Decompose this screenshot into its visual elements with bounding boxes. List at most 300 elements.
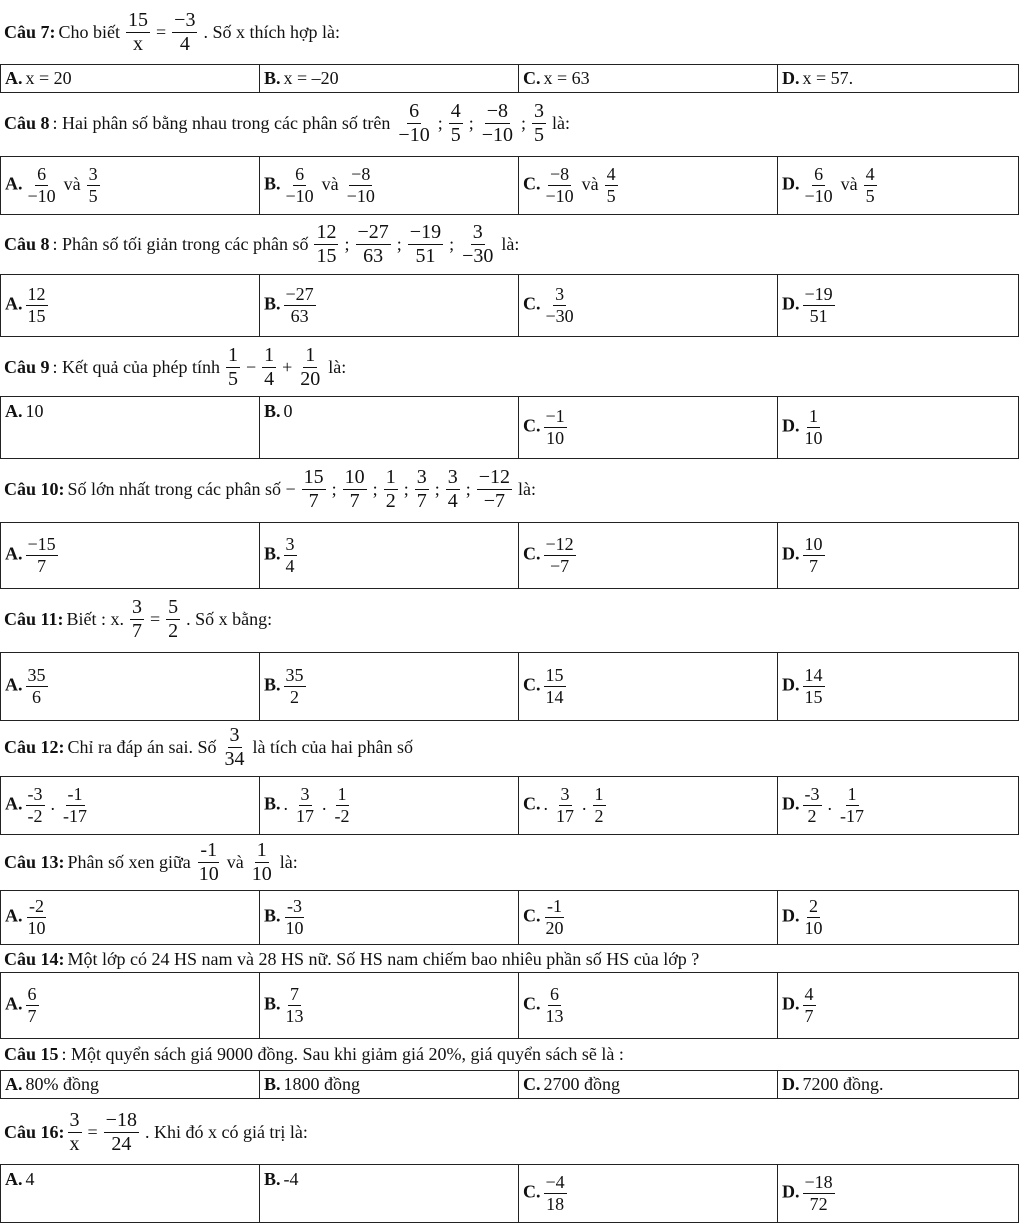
fraction <box>68 1110 82 1155</box>
fraction-numerator: −12 <box>478 465 511 488</box>
option-label: C. <box>523 993 541 1014</box>
text-segment: x = 57. <box>802 68 854 88</box>
text-segment: 1800 đồng <box>283 1074 361 1094</box>
fraction-denominator: 18 <box>546 1194 565 1214</box>
fraction-numerator: 7 <box>290 984 300 1005</box>
fraction-denominator: −10 <box>804 186 833 206</box>
text-segment: = <box>150 608 161 629</box>
text-segment: . Số x thích hợp là: <box>203 21 340 42</box>
text-segment: − <box>245 356 257 377</box>
text-segment: là: <box>552 112 571 133</box>
fraction-denominator: 10 <box>546 428 565 448</box>
answer-option[interactable] <box>1 1165 260 1223</box>
option-label: D. <box>782 793 800 814</box>
fraction-denominator: 34 <box>224 747 245 770</box>
fraction-denominator: 2 <box>385 489 396 512</box>
fraction-denominator: 7 <box>132 619 143 642</box>
fraction-numerator: 35 <box>285 665 304 686</box>
answer-option[interactable] <box>260 275 519 337</box>
fraction <box>294 785 316 826</box>
fraction-numerator: 3 <box>88 164 98 185</box>
answer-option[interactable] <box>778 65 1019 93</box>
question-label: Câu 8 <box>4 112 50 133</box>
fraction-numerator: 3 <box>472 220 483 243</box>
fraction <box>544 165 576 206</box>
fraction <box>26 285 48 326</box>
text-segment: 4 <box>25 1169 35 1189</box>
fraction-numerator: −12 <box>545 534 574 555</box>
text-segment: ; <box>521 112 527 133</box>
fraction-denominator: 7 <box>809 556 818 576</box>
question-label: Câu 11: <box>4 608 64 629</box>
answer-option[interactable] <box>260 65 519 93</box>
fraction-numerator: 6 <box>37 164 47 185</box>
fraction <box>26 165 58 206</box>
fraction <box>284 666 306 707</box>
fraction <box>166 597 180 642</box>
fraction <box>803 666 825 707</box>
option-label: C. <box>523 793 541 814</box>
answer-options-table <box>0 522 1019 589</box>
text-segment: và <box>321 173 339 194</box>
option-label: C. <box>523 173 541 194</box>
text-segment: Chỉ ra đáp án sai. Số <box>67 736 217 757</box>
fraction-numerator: −3 <box>174 8 196 31</box>
option-label: B. <box>264 1169 281 1189</box>
fraction-denominator: −10 <box>481 123 514 146</box>
answer-options-table <box>0 274 1019 337</box>
fraction-numerator: 1 <box>385 465 396 488</box>
question-prompt <box>4 98 1018 148</box>
option-label: B. <box>264 293 281 314</box>
fraction-denominator: -2 <box>27 806 43 826</box>
fraction <box>384 467 398 512</box>
fraction-denominator: 7 <box>804 1006 814 1026</box>
fraction <box>477 467 512 512</box>
text-segment: : Một quyển sách giá 9000 đồng. Sau khi giảm giá 20%, giá quyển sách sẽ là : <box>61 1043 624 1064</box>
answer-option[interactable] <box>260 523 519 589</box>
fraction <box>104 1110 139 1155</box>
text-segment: 10 <box>25 401 44 421</box>
fraction-denominator: 2 <box>807 806 817 826</box>
question-label: Câu 13: <box>4 851 65 872</box>
option-label: B. <box>264 905 281 926</box>
fraction <box>226 345 240 390</box>
fraction-numerator: 3 <box>300 784 310 805</box>
fraction-denominator: 2 <box>168 619 179 642</box>
fraction <box>480 101 515 146</box>
answer-option[interactable] <box>519 653 778 721</box>
text-segment: ; <box>396 233 402 254</box>
fraction-numerator: 3 <box>447 465 458 488</box>
fraction-denominator: 5 <box>606 186 616 206</box>
fraction <box>415 467 429 512</box>
text-segment: là tích của hai phân số <box>252 736 413 757</box>
fraction <box>460 222 495 267</box>
fraction-numerator: 4 <box>804 984 814 1005</box>
fraction-numerator: 1 <box>847 784 857 805</box>
option-label: D. <box>782 293 800 314</box>
answer-option[interactable] <box>519 777 778 835</box>
fraction-denominator: 15 <box>316 244 337 267</box>
answer-option[interactable] <box>260 973 519 1039</box>
fraction-numerator: −27 <box>285 284 314 305</box>
fraction-numerator: 1 <box>809 406 818 427</box>
option-label: A. <box>5 68 23 88</box>
text-segment: ; <box>331 478 337 499</box>
answer-option[interactable] <box>519 891 778 945</box>
text-segment: ; <box>449 233 455 254</box>
option-label: C. <box>523 1181 541 1202</box>
answer-option[interactable] <box>519 275 778 337</box>
fraction <box>544 897 566 938</box>
fraction-denominator: 72 <box>809 1194 828 1214</box>
fraction-denominator: −30 <box>545 306 574 326</box>
answer-option[interactable] <box>260 777 519 835</box>
fraction <box>803 165 835 206</box>
fraction-numerator: 6 <box>27 984 37 1005</box>
fraction <box>544 535 576 576</box>
answer-option[interactable] <box>260 1165 519 1223</box>
fraction-numerator: 1 <box>227 343 238 366</box>
answer-option[interactable] <box>1 891 260 945</box>
fraction <box>356 222 391 267</box>
fraction <box>345 165 377 206</box>
option-label: B. <box>264 1074 281 1094</box>
fraction <box>803 285 835 326</box>
fraction-numerator: 3 <box>229 723 240 746</box>
fraction-denominator: 10 <box>804 428 823 448</box>
fraction-numerator: 1 <box>594 784 604 805</box>
option-label: D. <box>782 173 800 194</box>
text-segment: 2700 đồng <box>543 1074 620 1094</box>
fraction-denominator: 5 <box>450 123 461 146</box>
fraction-numerator: 2 <box>809 896 818 917</box>
answer-option[interactable] <box>1 777 260 835</box>
fraction-numerator: 35 <box>27 665 46 686</box>
fraction-denominator: 7 <box>27 1006 37 1026</box>
question-label: Câu 16: <box>4 1121 65 1142</box>
fraction-numerator: −8 <box>486 99 509 122</box>
option-label: B. <box>264 793 281 814</box>
fraction <box>532 101 546 146</box>
answer-option[interactable] <box>1 653 260 721</box>
fraction <box>343 467 367 512</box>
fraction-denominator: 10 <box>198 862 219 885</box>
answer-option[interactable] <box>260 891 519 945</box>
answer-option[interactable] <box>778 1165 1019 1223</box>
text-segment: và <box>840 173 858 194</box>
fraction-denominator: 14 <box>545 687 564 707</box>
text-segment: ; <box>468 112 474 133</box>
fraction <box>544 985 566 1026</box>
text-segment: là: <box>328 356 347 377</box>
question-prompt <box>4 592 1018 646</box>
answer-option[interactable] <box>1 157 260 215</box>
option-label: D. <box>782 1181 800 1202</box>
text-segment: ; <box>434 478 440 499</box>
fraction-denominator: 63 <box>290 306 309 326</box>
option-label: B. <box>264 993 281 1014</box>
fraction-denominator: 7 <box>349 489 360 512</box>
fraction-numerator: -3 <box>804 784 820 805</box>
fraction-denominator: 5 <box>88 186 98 206</box>
fraction <box>284 985 306 1026</box>
text-segment: = <box>156 21 167 42</box>
text-segment: . <box>322 793 327 814</box>
answer-option[interactable] <box>519 157 778 215</box>
fraction-denominator: 15 <box>804 687 823 707</box>
answer-option[interactable] <box>778 777 1019 835</box>
text-segment: . <box>50 793 55 814</box>
fraction-numerator: 4 <box>606 164 616 185</box>
text-segment: x = –20 <box>283 68 339 88</box>
fraction <box>250 840 274 885</box>
fraction-numerator: 1 <box>256 838 267 861</box>
fraction-denominator: 7 <box>37 556 47 576</box>
answer-option[interactable] <box>778 891 1019 945</box>
answer-option[interactable] <box>778 653 1019 721</box>
fraction <box>605 165 618 206</box>
fraction-numerator: 4 <box>450 99 461 122</box>
fraction-denominator: 2 <box>594 806 604 826</box>
fraction-denominator: 17 <box>556 806 574 826</box>
option-label: B. <box>264 543 281 564</box>
answer-option[interactable] <box>260 653 519 721</box>
fraction <box>26 897 48 938</box>
fraction-denominator: 7 <box>416 489 427 512</box>
answer-options-table <box>0 652 1019 721</box>
fraction <box>544 285 576 326</box>
text-segment: . <box>827 793 832 814</box>
option-label: A. <box>5 674 23 695</box>
fraction <box>544 407 567 448</box>
answer-option[interactable] <box>519 1165 778 1223</box>
answer-option[interactable] <box>519 523 778 589</box>
fraction-denominator: −10 <box>545 186 574 206</box>
option-label: A. <box>5 993 23 1014</box>
option-label: A. <box>5 543 23 564</box>
fraction-denominator: x <box>69 1132 80 1155</box>
fraction-numerator: 10 <box>804 534 823 555</box>
text-segment: . <box>582 793 587 814</box>
fraction-denominator: 4 <box>264 367 275 390</box>
option-label: C. <box>523 905 541 926</box>
fraction-denominator: −7 <box>550 556 570 576</box>
text-segment: + <box>282 356 293 377</box>
fraction-denominator: 5 <box>227 367 238 390</box>
text-segment: ; <box>465 478 471 499</box>
answer-option[interactable] <box>260 157 519 215</box>
fraction <box>223 725 247 770</box>
fraction-denominator: 4 <box>179 32 190 55</box>
fraction-numerator: −27 <box>357 220 389 243</box>
answer-options-table <box>0 1070 1019 1099</box>
answer-option[interactable] <box>519 973 778 1039</box>
question-label: Câu 8 <box>4 233 50 254</box>
fraction <box>408 222 443 267</box>
fraction-numerator: 1 <box>337 784 347 805</box>
fraction-numerator: -2 <box>29 896 44 917</box>
answer-options-table <box>0 972 1019 1039</box>
fraction <box>197 840 221 885</box>
fraction <box>554 785 576 826</box>
fraction-denominator: −10 <box>398 123 430 146</box>
fraction <box>172 10 197 55</box>
option-label: D. <box>782 905 800 926</box>
answer-option[interactable] <box>778 973 1019 1039</box>
fraction-denominator: 15 <box>27 306 46 326</box>
fraction-numerator: 6 <box>550 984 559 1005</box>
text-segment: Biết : x. <box>66 608 125 629</box>
fraction-denominator: -17 <box>840 806 864 826</box>
question-prompt <box>4 1040 1018 1068</box>
option-label: A. <box>5 1074 23 1094</box>
question-prompt <box>4 8 1018 55</box>
fraction <box>803 407 825 448</box>
fraction <box>864 165 877 206</box>
fraction <box>314 222 338 267</box>
fraction <box>803 535 825 576</box>
text-segment: Cho biết <box>58 21 121 42</box>
text-segment: Một lớp có 24 HS nam và 28 HS nữ. Số HS nam chiếm bao nhiêu phần số HS của lớp ? <box>67 948 700 969</box>
option-label: C. <box>523 293 541 314</box>
fraction-numerator: 12 <box>316 220 337 243</box>
fraction-denominator: 13 <box>285 1006 304 1026</box>
fraction-numerator: 3 <box>534 99 545 122</box>
fraction-denominator: x <box>133 32 144 55</box>
fraction-numerator: −1 <box>545 406 565 427</box>
fraction <box>130 597 144 642</box>
answer-option[interactable] <box>1 275 260 337</box>
fraction-numerator: −8 <box>550 164 570 185</box>
fraction <box>544 1173 567 1214</box>
fraction-numerator: -3 <box>287 896 303 917</box>
fraction-numerator: −19 <box>409 220 442 243</box>
option-label: D. <box>782 674 800 695</box>
question-prompt <box>4 462 1018 516</box>
question-label: Câu 9 <box>4 356 50 377</box>
fraction <box>803 897 825 938</box>
fraction-numerator: 15 <box>303 465 324 488</box>
fraction <box>544 666 566 707</box>
option-label: A. <box>5 905 23 926</box>
fraction-denominator: 24 <box>111 1132 132 1155</box>
fraction-numerator: −15 <box>27 534 56 555</box>
fraction-denominator: 10 <box>27 918 46 938</box>
fraction-numerator: 3 <box>285 534 295 555</box>
answer-options-table <box>0 64 1019 93</box>
answer-options-table <box>0 396 1019 459</box>
fraction-denominator: −10 <box>346 186 375 206</box>
answer-option[interactable] <box>519 397 778 459</box>
fraction-denominator: 51 <box>809 306 828 326</box>
text-segment: ; <box>403 478 409 499</box>
answer-options-table <box>0 890 1019 945</box>
text-segment: . <box>283 793 289 814</box>
text-segment: Số lớn nhất trong các phân số − <box>67 478 296 499</box>
fraction <box>333 785 352 826</box>
fraction-numerator: −19 <box>804 284 833 305</box>
fraction-numerator: 3 <box>69 1108 80 1131</box>
fraction-numerator: 1 <box>264 343 275 366</box>
text-segment: ; <box>437 112 443 133</box>
fraction-numerator: 5 <box>168 595 179 618</box>
question-label: Câu 12: <box>4 736 65 757</box>
question-prompt <box>4 724 1018 770</box>
option-label: C. <box>523 543 541 564</box>
text-segment: là: <box>501 233 520 254</box>
option-label: D. <box>782 68 800 88</box>
text-segment: là: <box>279 851 298 872</box>
fraction-numerator: -3 <box>27 784 43 805</box>
fraction-denominator: 4 <box>447 489 458 512</box>
fraction <box>396 101 431 146</box>
option-label: B. <box>264 674 281 695</box>
option-label: A. <box>5 293 23 314</box>
fraction-denominator: 6 <box>32 687 41 707</box>
fraction <box>284 897 306 938</box>
text-segment: . <box>543 793 548 814</box>
answer-option[interactable] <box>778 275 1019 337</box>
question-label: Câu 14: <box>4 948 65 969</box>
option-label: B. <box>264 401 281 421</box>
fraction <box>449 101 463 146</box>
fraction-denominator: -17 <box>63 806 87 826</box>
fraction-denominator: 10 <box>804 918 823 938</box>
answer-option[interactable] <box>260 397 519 459</box>
fraction-denominator: 2 <box>290 687 300 707</box>
answer-option[interactable] <box>1 65 260 93</box>
answer-option[interactable] <box>1 397 260 459</box>
question-prompt <box>4 218 1018 270</box>
answer-option[interactable] <box>1 523 260 589</box>
fraction <box>262 345 276 390</box>
question-prompt <box>4 946 1018 972</box>
answer-option[interactable] <box>519 1071 778 1099</box>
fraction-denominator: 4 <box>285 556 295 576</box>
fraction-denominator: 10 <box>251 862 272 885</box>
fraction <box>284 165 316 206</box>
text-segment: 0 <box>283 401 293 421</box>
fraction-denominator: 20 <box>545 918 564 938</box>
answer-option[interactable] <box>778 523 1019 589</box>
option-label: B. <box>264 68 281 88</box>
answer-option[interactable] <box>1 1071 260 1099</box>
answer-option[interactable] <box>519 65 778 93</box>
fraction-numerator: 10 <box>344 465 365 488</box>
fraction <box>302 467 326 512</box>
fraction-numerator: 3 <box>416 465 427 488</box>
fraction <box>284 535 297 576</box>
text-segment: : Hai phân số bằng nhau trong các phân số trên <box>52 112 391 133</box>
fraction <box>26 785 45 826</box>
answer-option[interactable] <box>260 1071 519 1099</box>
fraction <box>26 535 58 576</box>
fraction-denominator: −10 <box>285 186 314 206</box>
answer-option[interactable] <box>778 157 1019 215</box>
answer-option[interactable] <box>1 973 260 1039</box>
fraction-numerator: -1 <box>67 784 83 805</box>
text-segment: x = 20 <box>25 68 72 88</box>
fraction-numerator: −4 <box>545 1172 565 1193</box>
answer-option[interactable] <box>778 1071 1019 1099</box>
answer-option[interactable] <box>778 397 1019 459</box>
text-segment: : Kết quả của phép tính <box>52 356 220 377</box>
fraction-numerator: −18 <box>105 1108 137 1131</box>
text-segment: . Số x bằng: <box>186 608 273 629</box>
fraction-numerator: 6 <box>814 164 824 185</box>
